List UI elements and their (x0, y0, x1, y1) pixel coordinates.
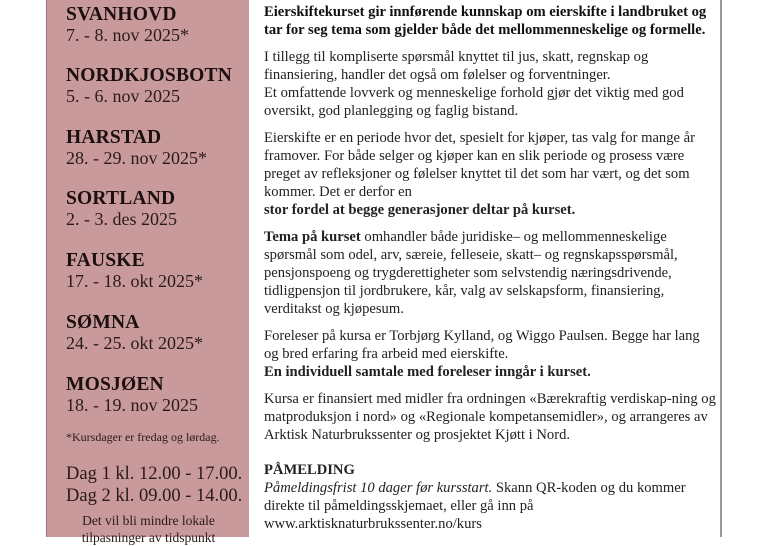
location-date: 2. - 3. des 2025 (66, 209, 177, 229)
location-name: NORDKJOSBOTN (66, 65, 233, 86)
local-adjustment-note (47, 512, 250, 546)
location-date: 17. - 18. okt 2025* (66, 271, 203, 291)
lecturers-paragraph (264, 327, 716, 381)
topics-label: Tema på kurset (264, 229, 361, 245)
signup-heading: PÅMELDING (264, 462, 355, 478)
signup-link[interactable]: www.arktisknaturbrukssenter.no/kurs (264, 516, 482, 532)
ownership-change-paragraph (264, 129, 716, 219)
course-description (264, 3, 716, 533)
intro-paragraph: Eierskiftekurset gir innførende kunnskap om eierskifte i landbruket og tar for seg tema som gjelder både det mellommenneskelige og formelle. (264, 4, 707, 38)
location-name: FAUSKE (66, 250, 145, 271)
location-date: 7. - 8. nov 2025* (66, 25, 189, 45)
complexity-text-1: I tillegg til kompliserte spørsmål knyttet til jus, skatt, regnskap og finansiering, handler det også om følelser og forventninger. (264, 49, 649, 83)
location-name: MOSJØEN (66, 374, 164, 395)
topics-paragraph (264, 228, 716, 318)
topics-text: omhandler både juridiske– og mellommenneskelige spørsmål som odel, arv, særeie, felleseie, skatt– og regnskapsspørsmål, pensjonspoeng og trygderettigheter som selvstendig næringsdrivende, tidligpensjon til jordbrukere, kår, valg av selskapsform, finansiering, verditakst og kjøpesum. (264, 229, 678, 317)
note-line-1: Det vil bli mindre lokale (82, 513, 215, 528)
location-name: SVANHOVD (66, 4, 177, 25)
complexity-paragraph (264, 48, 716, 120)
signup-section (264, 461, 716, 533)
signup-deadline: Påmeldingsfrist 10 dager før kursstart. (264, 480, 493, 496)
location-entry (66, 65, 232, 107)
location-entry (66, 188, 177, 230)
location-date: 24. - 25. okt 2025* (66, 333, 203, 353)
location-entry (66, 127, 207, 169)
page-edge-divider (720, 0, 722, 537)
location-entry (66, 250, 203, 292)
location-name: HARSTAD (66, 127, 162, 148)
day1-time: Dag 1 kl. 12.00 - 17.00. (66, 464, 243, 484)
location-date: 28. - 29. nov 2025* (66, 148, 207, 168)
location-name: SØMNA (66, 312, 140, 333)
complexity-text-2: Et omfattende lovverk og menneskelige forhold gjør det viktig med god oversikt, god planlegging og faglig bistand. (264, 85, 684, 119)
both-generations-emphasis: stor fordel at begge generasjoner deltar på kurset. (264, 202, 576, 218)
course-times (66, 463, 242, 507)
individual-session-emphasis: En individuell samtale med foreleser inngår i kurset. (264, 364, 591, 380)
day2-time: Dag 2 kl. 09.00 - 14.00. (66, 486, 243, 506)
course-dates-sidebar (46, 0, 249, 545)
location-entry (66, 374, 198, 416)
signup-text: Skann QR-koden og du kommer direkte til påmeldingsskjemaet, eller gå inn på (264, 480, 686, 514)
note-line-2: tilpasninger av tidspunkt (81, 530, 216, 545)
lecturers-text: Foreleser på kursa er Torbjørg Kylland, og Wiggo Paulsen. Begge har lang og bred erfaring fra arbeid med eierskifte. (264, 328, 700, 362)
location-date: 18. - 19. nov 2025 (66, 395, 198, 415)
location-name: SORTLAND (66, 188, 176, 209)
location-date: 5. - 6. nov 2025 (66, 86, 180, 106)
location-entry (66, 312, 203, 354)
course-days-footnote: *Kursdager er fredag og lørdag. (66, 430, 220, 444)
location-entry (66, 4, 189, 46)
signup-body (264, 479, 716, 515)
funding-paragraph: Kursa er finansiert med midler fra ordningen «Bærekraftig verdiskap-ning og matproduksjon i nord» og «Regionale kompetansemidler», og arrangeres av Arktisk Naturbrukssenter og prosjektet Kjøtt i Nord. (264, 391, 716, 443)
ownership-change-text: Eierskifte er en periode hvor det, spesielt for kjøper, tas valg for mange år framover. For både selger og kjøper kan en slik periode og prosess være preget av refleksjoner og følelser knyttet til det som har vært, og det som kommer. Det er derfor en (264, 130, 695, 200)
